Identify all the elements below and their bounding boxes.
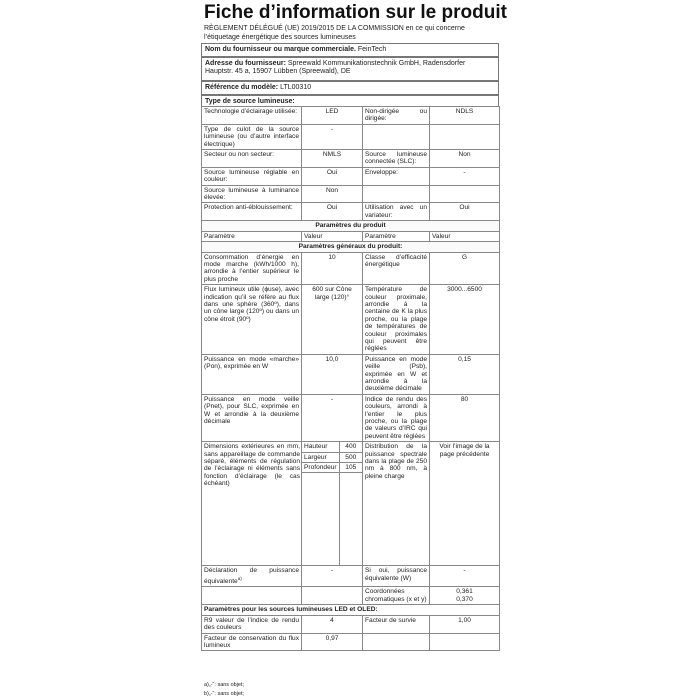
model-value: LTL00310: [280, 84, 312, 91]
param-value: -: [302, 394, 363, 441]
page-title: Fiche d’information sur le produit: [204, 2, 507, 23]
param-label: R9 valeur de l’indice de rendu des couleurs: [202, 615, 302, 633]
spectral-label: Distribution de la puissance spectrale dans la plage de 250 nm à 800 nm, à pleine charge: [363, 442, 430, 566]
param-value: Oui: [302, 167, 363, 185]
param-value: 0,97: [302, 633, 363, 651]
param-label: Technologie d’éclairage utilisée:: [202, 107, 302, 125]
dimension-value: 105: [339, 463, 362, 473]
general-rows: [202, 252, 500, 442]
param-value: [430, 185, 500, 203]
param-value: 4: [302, 615, 363, 633]
type-header: Type de source lumineuse:: [201, 95, 499, 107]
power-row: [202, 587, 500, 605]
param-label: Consommation d’énergie en mode marche (kWh/1000 h), arrondie à l’entier supérieur le plus proche: [202, 252, 302, 285]
dimension-value: 500: [339, 452, 362, 462]
dimensions-label: Dimensions extérieures en mm, sans appareillage de commande séparé, éléments de régulation de l’éclairage ni éléments sans fonction d’éclairage (le cas échéant): [202, 442, 302, 566]
param-label: Utilisation avec un variateur:: [363, 203, 430, 221]
param-label: Facteur de survie: [363, 615, 430, 633]
type-row: [202, 150, 500, 168]
type-row: [202, 203, 500, 221]
dimension-name: Hauteur: [302, 442, 339, 452]
param-value: 10,0: [302, 354, 363, 394]
dimension-name: Profondeur: [302, 463, 339, 473]
type-row: [202, 124, 500, 149]
param-value: 0,361 0,370: [430, 587, 500, 605]
model-label: Référence du modèle:: [205, 84, 279, 91]
param-value: 600 sur Cône large (120)°: [302, 285, 363, 355]
dimension-value: 400: [339, 442, 362, 452]
address-row: [201, 57, 499, 81]
address-value: Spreewald Kommunikationstechnik GmbH, Radensdorfer Hauptstr. 45 a, 15907 Lübben (Spreewald), DE: [205, 60, 466, 75]
general-row: [202, 394, 500, 441]
param-value: [430, 124, 500, 149]
led-header: Paramètres pour les sources lumineuses LED et OLED:: [202, 605, 500, 615]
params-header: Paramètres du produit: [202, 221, 500, 231]
param-value: 3000...6500: [430, 285, 500, 355]
power-rows: [202, 566, 500, 605]
footnote-marker: a): [237, 575, 242, 581]
param-value: Non: [430, 150, 500, 168]
param-value: Non: [302, 185, 363, 203]
led-rows: [202, 615, 500, 651]
dimension-item: [302, 442, 362, 452]
footnotes: [204, 681, 244, 699]
param-label: Enveloppe:: [363, 167, 430, 185]
param-label: [363, 124, 430, 149]
param-label: Source lumineuse connectée (SLC):: [363, 150, 430, 168]
footnote: a)„-“: sans objet;: [204, 682, 245, 688]
type-row: [202, 167, 500, 185]
param-label: [363, 633, 430, 651]
supplier-label: Nom du fournisseur ou marque commerciale.: [205, 46, 356, 53]
param-value: 10: [302, 252, 363, 285]
col-header-value-2: Valeur: [430, 231, 500, 241]
col-header-param-1: Paramètre: [202, 231, 302, 241]
dimension-item: [302, 463, 362, 473]
param-value: Oui: [302, 203, 363, 221]
param-label: [202, 587, 302, 605]
param-label: Source lumineuse réglable en couleur:: [202, 167, 302, 185]
regulation-intro: RÈGLEMENT DÉLÉGUÉ (UE) 2019/2015 DE LA COMMISSION en ce qui concerne l’étiquetage énergétique des sources lumineuses: [204, 25, 465, 41]
param-value: NMLS: [302, 150, 363, 168]
param-label: Non-dirigée ou dirigée:: [363, 107, 430, 125]
spec-table: [201, 106, 500, 651]
param-label: Puissance en mode veille (Psb), exprimée en W et arrondie à la deuxième décimale: [363, 354, 430, 394]
general-row: [202, 285, 500, 355]
address-label: Adresse du fournisseur:: [205, 60, 286, 67]
param-label: Type de culot de la source lumineuse (ou d’autre interface électrique): [202, 124, 302, 149]
param-label: [363, 185, 430, 203]
param-label: Si oui, puissance équivalente (W): [363, 566, 430, 587]
supplier-value: FeinTech: [357, 46, 387, 53]
param-label: Indice de rendu des couleurs, arrondi à l’entier le plus proche, ou la plage de valeurs d’IRC qui peuvent être réglées: [363, 394, 430, 441]
param-value: [302, 587, 363, 605]
col-header-param-2: Paramètre: [363, 231, 430, 241]
led-row: [202, 633, 500, 651]
col-header-value-1: Valeur: [302, 231, 363, 241]
param-label: Flux lumineux utile (ϕuse), avec indication qu’il se réfère au flux dans une sphère (360º), dans un cône large (120º) ou dans un cône étroit (90º): [202, 285, 302, 355]
param-label-text: Déclaration de puissance équivalente: [204, 567, 299, 586]
param-label: Protection anti-éblouissement:: [202, 203, 302, 221]
param-label: Puissance en mode «marche» (Pon), exprimée en W: [202, 354, 302, 394]
param-label: Puissance en mode veille (Pnet), pour SLC, exprimée en W et arrondie à la deuxième décimale: [202, 394, 302, 441]
param-value: Oui: [430, 203, 500, 221]
type-row: [202, 185, 500, 203]
param-value: NDLS: [430, 107, 500, 125]
param-value: -: [302, 566, 363, 587]
param-value: LED: [302, 107, 363, 125]
dimensions-values: [302, 442, 363, 566]
dimensions-subtable: [302, 442, 362, 565]
model-row: [201, 81, 499, 95]
param-label: Facteur de conservation du flux lumineux: [202, 633, 302, 651]
type-row: [202, 107, 500, 125]
general-row: [202, 252, 500, 285]
param-label: [202, 566, 302, 587]
param-value: 80: [430, 394, 500, 441]
dimensions-row: [202, 442, 500, 566]
power-row: [202, 566, 500, 587]
footnote: b)„-“: sans objet;: [204, 691, 245, 697]
supplier-row: [201, 43, 499, 57]
param-value: -: [430, 167, 500, 185]
dimension-item: [302, 452, 362, 462]
dimension-name: Largeur: [302, 452, 339, 462]
param-label: Température de couleur proximale, arrondie à la centaine de K la plus proche, ou la plage de températures de couleur proximales qui peuvent être réglées: [363, 285, 430, 355]
param-label: Coordonnées chromatiques (x et y): [363, 587, 430, 605]
led-row: [202, 615, 500, 633]
spectral-value: Voir l’image de la page précédente: [430, 442, 500, 566]
param-value: 0,15: [430, 354, 500, 394]
param-value: -: [430, 566, 500, 587]
param-value: [430, 633, 500, 651]
general-header: Paramètres généraux du produit:: [202, 242, 500, 252]
param-value: 1,00: [430, 615, 500, 633]
param-label: Classe d’efficacité énergétique: [363, 252, 430, 285]
param-label: Secteur ou non secteur:: [202, 150, 302, 168]
param-value: G: [430, 252, 500, 285]
param-label: Source lumineuse à luminance élevée:: [202, 185, 302, 203]
param-value: -: [302, 124, 363, 149]
type-rows: [202, 107, 500, 221]
general-row: [202, 354, 500, 394]
